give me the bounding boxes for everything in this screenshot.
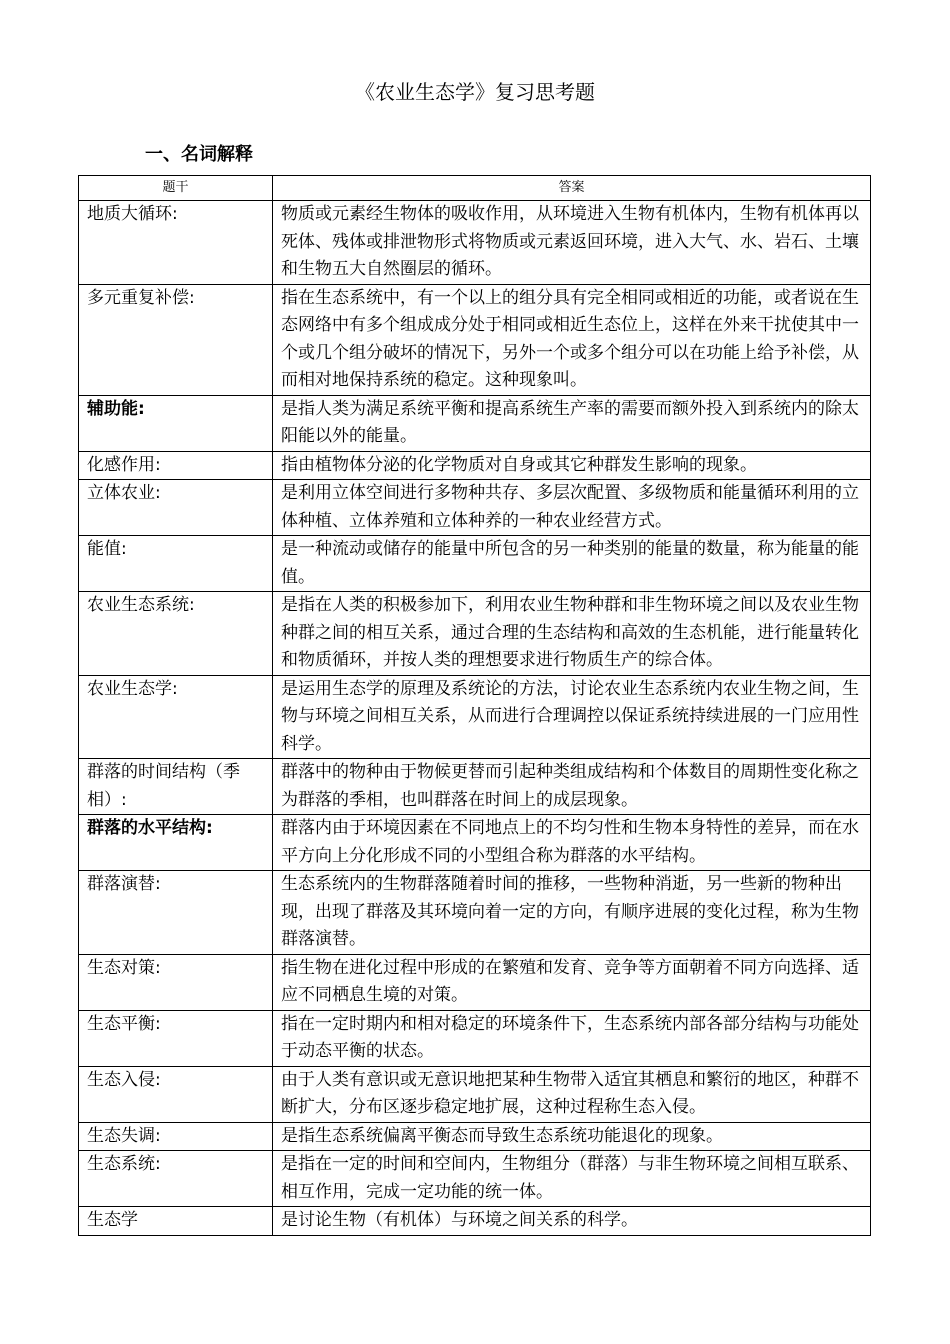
answer-cell: 生态系统内的生物群落随着时间的推移，一些物种消逝，另一些新的物种出现，出现了群落及其环境向着一定的方向，有顺序进展的变化过程，称为生物群落演替。 [273, 871, 871, 955]
answer-cell: 指生物在进化过程中形成的在繁殖和发育、竞争等方面朝着不同方向选择、适应不同栖息生境的对策。 [273, 954, 871, 1010]
column-header-answer: 答案 [273, 176, 871, 201]
term-cell: 生态对策: [79, 954, 273, 1010]
term-cell: 生态学 [79, 1207, 273, 1236]
answer-cell: 指在一定时期内和相对稳定的环境条件下，生态系统内部各部分结构与功能处于动态平衡的状态。 [273, 1010, 871, 1066]
answer-cell: 是利用立体空间进行多物种共存、多层次配置、多级物质和能量循环利用的立体种植、立体养殖和立体种养的一种农业经营方式。 [273, 480, 871, 536]
term-cell: 群落的时间结构（季相）: [79, 759, 273, 815]
table-row [79, 536, 871, 592]
term-cell: 农业生态系统: [79, 592, 273, 676]
term-cell: 生态失调: [79, 1122, 273, 1151]
page-title: 《农业生态学》复习思考题 [355, 80, 595, 104]
term-cell: 多元重复补偿: [79, 284, 273, 395]
answer-cell: 指由植物体分泌的化学物质对自身或其它种群发生影响的现象。 [273, 451, 871, 480]
section-heading: 一、名词解释 [145, 144, 253, 165]
term-cell: 群落演替: [79, 871, 273, 955]
table-row [79, 395, 871, 451]
table-row [79, 480, 871, 536]
table-header-row [79, 176, 871, 201]
table-row [79, 954, 871, 1010]
term-cell: 生态系统: [79, 1151, 273, 1207]
table-row [79, 759, 871, 815]
term-cell: 地质大循环: [79, 201, 273, 285]
table-row [79, 815, 871, 871]
answer-cell: 是指人类为满足系统平衡和提高系统生产率的需要而额外投入到系统内的除太阳能以外的能量。 [273, 395, 871, 451]
term-cell: 群落的水平结构: [79, 815, 273, 871]
term-cell: 能值: [79, 536, 273, 592]
answer-cell: 群落内由于环境因素在不同地点上的不均匀性和生物本身特性的差异，而在水平方向上分化形成不同的小型组合称为群落的水平结构。 [273, 815, 871, 871]
table-row [79, 1010, 871, 1066]
answer-cell: 物质或元素经生物体的吸收作用，从环境进入生物有机体内，生物有机体再以死体、残体或排泄物形式将物质或元素返回环境，进入大气、水、岩石、土壤和生物五大自然圈层的循环。 [273, 201, 871, 285]
table-row [79, 1207, 871, 1236]
term-cell: 生态平衡: [79, 1010, 273, 1066]
table-row [79, 201, 871, 285]
table-row [79, 592, 871, 676]
answer-cell: 是讨论生物（有机体）与环境之间关系的科学。 [273, 1207, 871, 1236]
answer-cell: 是运用生态学的原理及系统论的方法，讨论农业生态系统内农业生物之间，生物与环境之间相互关系，从而进行合理调控以保证系统持续进展的一门应用性科学。 [273, 675, 871, 759]
table-row [79, 1066, 871, 1122]
term-cell: 化感作用: [79, 451, 273, 480]
table-row [79, 675, 871, 759]
column-header-term: 题干 [79, 176, 273, 201]
answer-cell: 群落中的物种由于物候更替而引起种类组成结构和个体数目的周期性变化称之为群落的季相，也叫群落在时间上的成层现象。 [273, 759, 871, 815]
answer-cell: 是指在人类的积极参加下，利用农业生物种群和非生物环境之间以及农业生物种群之间的相互关系，通过合理的生态结构和高效的生态机能，进行能量转化和物质循环，并按人类的理想要求进行物质生产的综合体。 [273, 592, 871, 676]
term-cell: 生态入侵: [79, 1066, 273, 1122]
answer-cell: 指在生态系统中，有一个以上的组分具有完全相同或相近的功能，或者说在生态网络中有多个组成成分处于相同或相近生态位上，这样在外来干扰使其中一个或几个组分破坏的情况下，另外一个或多个组分可以在功能上给予补偿，从而相对地保持系统的稳定。这种现象叫。 [273, 284, 871, 395]
term-cell: 立体农业: [79, 480, 273, 536]
glossary-table [78, 175, 871, 1236]
answer-cell: 是一种流动或储存的能量中所包含的另一种类别的能量的数量，称为能量的能值。 [273, 536, 871, 592]
term-cell: 农业生态学: [79, 675, 273, 759]
answer-cell: 是指在一定的时间和空间内，生物组分（群落）与非生物环境之间相互联系、相互作用，完成一定功能的统一体。 [273, 1151, 871, 1207]
answer-cell: 由于人类有意识或无意识地把某种生物带入适宜其栖息和繁衍的地区，种群不断扩大，分布区逐步稳定地扩展，这种过程称生态入侵。 [273, 1066, 871, 1122]
answer-cell: 是指生态系统偏离平衡态而导致生态系统功能退化的现象。 [273, 1122, 871, 1151]
table-row [79, 871, 871, 955]
table-row [79, 451, 871, 480]
table-row [79, 1122, 871, 1151]
table-body [79, 201, 871, 1236]
table-row [79, 284, 871, 395]
term-cell: 辅助能: [79, 395, 273, 451]
table-row [79, 1151, 871, 1207]
